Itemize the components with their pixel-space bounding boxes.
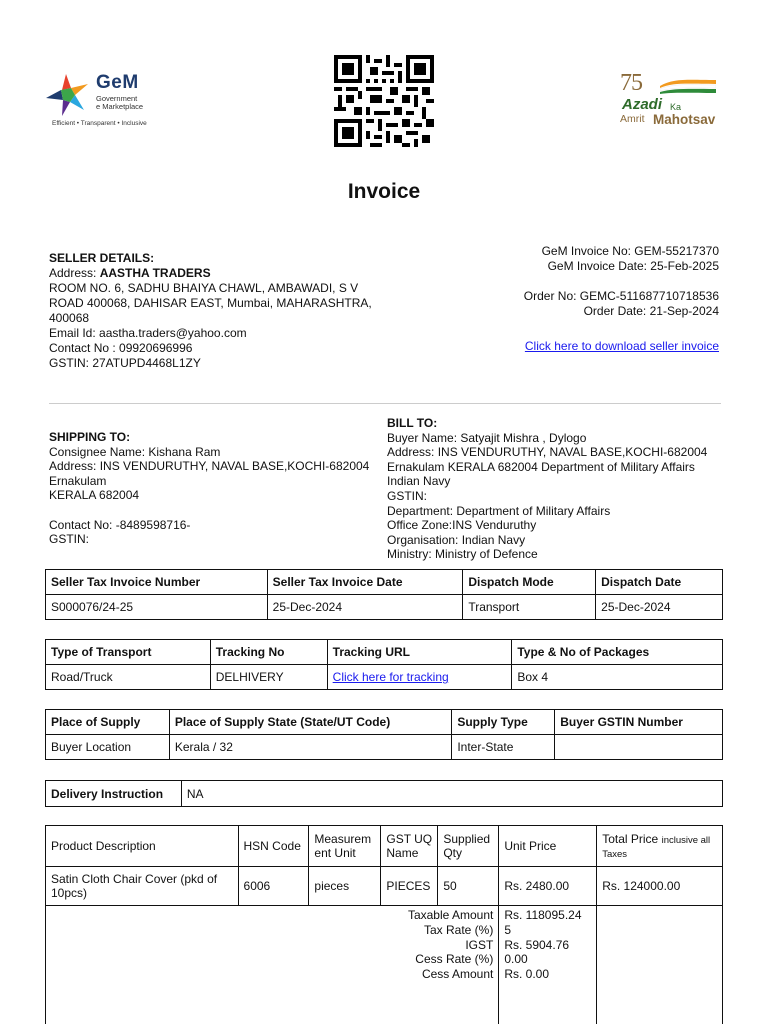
- seller-heading: SELLER DETAILS:: [49, 251, 155, 265]
- consignee-name: Consignee Name: Kishana Ram: [49, 444, 221, 459]
- table-header: Seller Tax Invoice Number: [46, 570, 268, 595]
- delivery-instruction-label: Delivery Instruction: [46, 781, 182, 807]
- table-header: Supplied Qty: [438, 826, 499, 867]
- tracking-link[interactable]: Click here for tracking: [332, 670, 449, 684]
- section-divider: [49, 403, 721, 404]
- table-row: [46, 735, 723, 760]
- table-cell: Transport: [463, 595, 596, 620]
- table-row: [46, 595, 723, 620]
- total-price-note: inclusive all Taxes: [602, 835, 711, 860]
- shipping-heading: SHIPPING TO:: [49, 430, 131, 444]
- table-header: Tracking URL: [327, 640, 512, 665]
- table-header: Tracking No: [210, 640, 327, 665]
- delivery-instruction-value: NA: [181, 781, 722, 807]
- seller-name: AASTHA TRADERS: [99, 266, 211, 280]
- download-seller-invoice-link[interactable]: Click here to download seller invoice: [524, 339, 719, 353]
- gem-subtitle-2: e Marketplace: [96, 102, 144, 111]
- table-cell: S000076/24-25: [46, 595, 268, 620]
- igst-label: IGST: [465, 937, 494, 952]
- table-header-row: [46, 710, 723, 735]
- billing-address-2: Ernakulam KERALA 682004 Department of Military Affairs: [387, 459, 695, 474]
- total-price-header: Total Price: [602, 832, 659, 846]
- azadi-word: Azadi: [622, 96, 663, 113]
- billing-address-3: Indian Navy: [387, 474, 451, 489]
- shipping-gstin: GSTIN:: [49, 532, 90, 547]
- table-header: HSN Code: [238, 826, 309, 867]
- table-header: Dispatch Mode: [463, 570, 596, 595]
- table-row: [46, 867, 723, 906]
- shipping-contact: Contact No: -8489598716-: [49, 517, 191, 532]
- table-header: Product Description: [46, 826, 239, 867]
- amrit-word: Amrit: [620, 113, 645, 125]
- table-cell: DELHIVERY: [210, 665, 327, 690]
- gem-subtitle-1: Government: [96, 94, 138, 103]
- table-cell: Rs. 2480.00: [499, 867, 597, 906]
- billing-ministry: Ministry: Ministry of Defence: [387, 547, 538, 562]
- billing-office-zone: Office Zone:INS Venduruthy: [387, 518, 537, 533]
- table-cell: Kerala / 32: [169, 735, 452, 760]
- cess-rate-value: 0.00: [504, 952, 528, 967]
- table-header: Place of Supply State (State/UT Code): [169, 710, 452, 735]
- gem-invoice-number: GeM Invoice No: GEM-55217370: [541, 244, 719, 258]
- azadi-ka-amrit-mahotsav-logo: [620, 70, 724, 132]
- table-header: [597, 826, 723, 867]
- cess-amount-label: Cess Amount: [421, 967, 494, 982]
- billing-address-1: Address: INS VENDURUTHY, NAVAL BASE,KOCHI-682004: [387, 445, 708, 460]
- seller-address-line-1: ROOM NO. 6, SADHU BHAIYA CHAWL, AMBAWADI, S V: [49, 281, 359, 295]
- billing-heading: BILL TO:: [387, 416, 438, 430]
- billing-details: [387, 416, 727, 562]
- seller-address-name: [49, 266, 379, 281]
- table-cell: Box 4: [512, 665, 723, 690]
- table-cell: Buyer Location: [46, 735, 170, 760]
- table-header: Type of Transport: [46, 640, 211, 665]
- tax-rate-label: Tax Rate (%): [423, 922, 494, 937]
- supply-table: [45, 709, 723, 760]
- transport-table: [45, 639, 723, 690]
- totals-labels: [46, 906, 499, 1024]
- taxable-amount-label: Taxable Amount: [407, 908, 494, 922]
- table-cell: [555, 735, 723, 760]
- billing-gstin: GSTIN:: [387, 488, 428, 503]
- azadi-75-mark: 75: [620, 70, 642, 96]
- product-table: [45, 825, 723, 1024]
- billing-organisation: Organisation: Indian Navy: [387, 532, 526, 547]
- totals-row: [46, 906, 723, 1024]
- table-header-row: [46, 640, 723, 665]
- table-row: [46, 665, 723, 690]
- table-cell: PIECES: [381, 867, 438, 906]
- billing-department: Department: Department of Military Affairs: [387, 503, 611, 518]
- azadi-ka-word: Ka: [670, 102, 682, 112]
- seller-gstin: GSTIN: 27ATUPD4468L1ZY: [49, 356, 201, 370]
- shipping-address-1: Address: INS VENDURUTHY, NAVAL BASE,KOCHI-682004: [49, 459, 370, 474]
- table-header-row: [46, 826, 723, 867]
- table-header: Buyer GSTIN Number: [555, 710, 723, 735]
- seller-address-line-2: ROAD 400068, DAHISAR EAST, Mumbai, MAHARASHTRA,: [49, 296, 372, 310]
- cess-amount-value: Rs. 0.00: [504, 967, 550, 982]
- qr-code: [334, 55, 434, 147]
- page-title: Invoice: [347, 180, 421, 203]
- table-header: Dispatch Date: [596, 570, 723, 595]
- table-cell: 50: [438, 867, 499, 906]
- table-cell: Inter-State: [452, 735, 555, 760]
- table-cell: [597, 906, 723, 1024]
- table-cell: pieces: [309, 867, 381, 906]
- table-header: Place of Supply: [46, 710, 170, 735]
- table-cell: Road/Truck: [46, 665, 211, 690]
- table-header-row: [46, 570, 723, 595]
- shipping-details: [49, 430, 379, 547]
- shipping-address-3: KERALA 682004: [49, 488, 140, 503]
- seller-address-label: Address:: [49, 266, 100, 280]
- tax-invoice-table: [45, 569, 723, 620]
- order-number: Order No: GEMC-511687710718536: [523, 289, 719, 303]
- totals-values: [499, 906, 597, 1024]
- table-header: Unit Price: [499, 826, 597, 867]
- table-row: [46, 781, 723, 807]
- table-cell: 6006: [238, 867, 309, 906]
- igst-value: Rs. 5904.76: [504, 937, 570, 952]
- table-cell: Rs. 124000.00: [597, 867, 723, 906]
- table-cell: Satin Cloth Chair Cover (pkd of 10pcs): [46, 867, 239, 906]
- table-header: Type & No of Packages: [512, 640, 723, 665]
- seller-contact: Contact No : 09920696996: [49, 341, 193, 355]
- gem-tagline: Efficient • Transparent • Inclusive: [52, 120, 147, 127]
- table-header: GST UQ Name: [381, 826, 438, 867]
- delivery-instruction-table: [45, 780, 723, 807]
- invoice-meta: [419, 244, 719, 354]
- table-cell: [327, 665, 512, 690]
- table-cell: 25-Dec-2024: [267, 595, 463, 620]
- order-date: Order Date: 21-Sep-2024: [583, 304, 719, 318]
- seller-address-line-3: 400068: [49, 311, 90, 325]
- taxable-amount-value: Rs. 118095.24: [504, 908, 582, 922]
- gem-logo: [44, 70, 164, 132]
- table-header: Supply Type: [452, 710, 555, 735]
- gem-star-icon: [44, 70, 92, 118]
- mahotsav-word: Mahotsav: [653, 112, 716, 127]
- tax-rate-value: 5: [504, 922, 512, 937]
- cess-rate-label: Cess Rate (%): [415, 952, 494, 967]
- gem-wordmark: GeM: [96, 72, 139, 93]
- shipping-address-2: Ernakulam: [49, 473, 107, 488]
- table-header: Measurem ent Unit: [309, 826, 381, 867]
- gem-invoice-date: GeM Invoice Date: 25-Feb-2025: [547, 259, 719, 273]
- seller-details: [49, 251, 379, 371]
- table-header: Seller Tax Invoice Date: [267, 570, 463, 595]
- tricolour-flag-icon: [660, 78, 716, 94]
- seller-email: Email Id: aastha.traders@yahoo.com: [49, 326, 247, 340]
- buyer-name: Buyer Name: Satyajit Mishra , Dylogo: [387, 430, 587, 445]
- table-cell: 25-Dec-2024: [596, 595, 723, 620]
